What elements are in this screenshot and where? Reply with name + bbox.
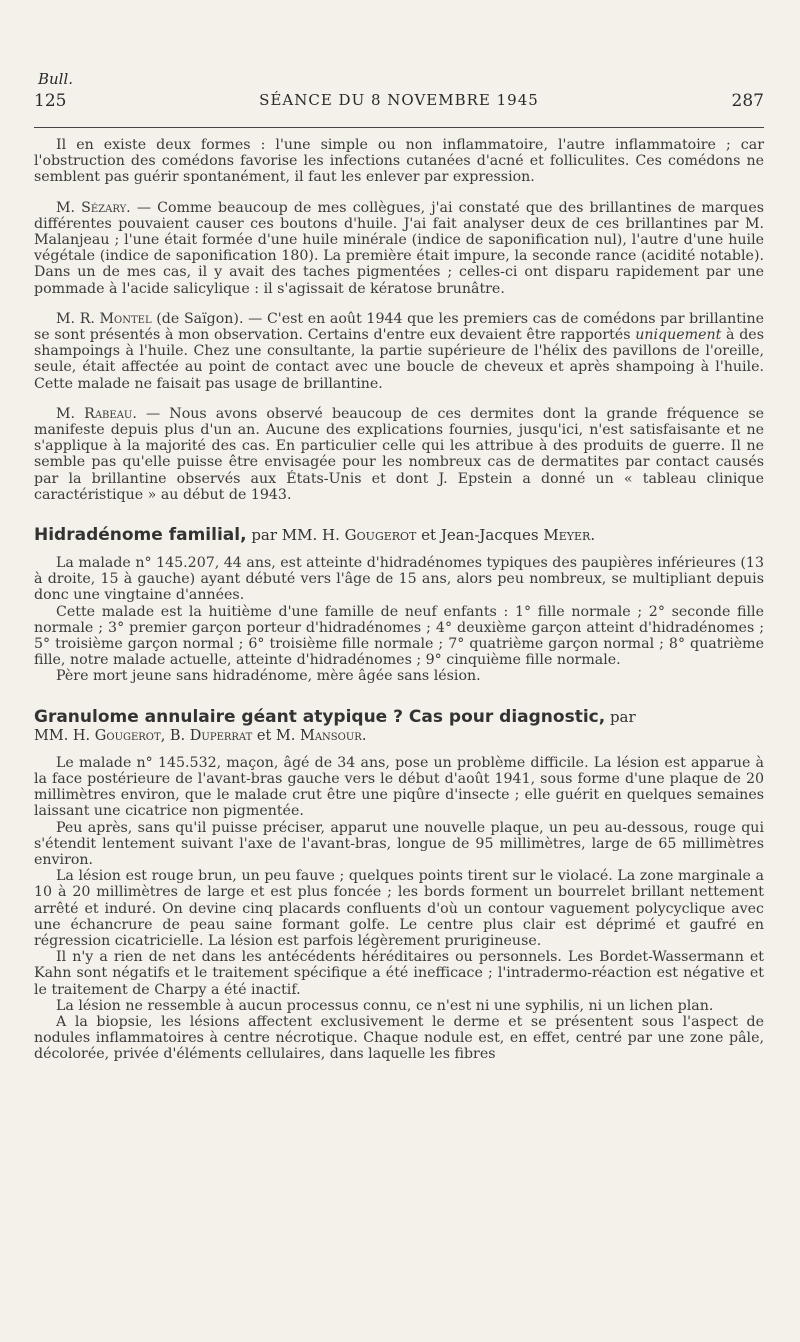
paragraph: La lésion est rouge brun, un peu fauve ; quelques points tirent sur le violacé. La zone marginale a 10 à 20 millimètres de large et est plus foncée ; les bords forment un bourrelet brillant nettement arrêté et induré. On devine cinq placards confluents d'où un contour vaguement polycyclique avec une échancrure de peau saine formant golfe. Le centre plus clair est déprimé et gaufré en régression cicatricielle. La lésion est parfois légèrement prurigineuse. xyxy=(34,868,764,949)
running-header xyxy=(34,91,764,115)
header-rule xyxy=(34,127,764,128)
paragraph: La malade n° 145.207, 44 ans, est atteinte d'hidradénomes typiques des paupières inférieures (13 à droite, 15 à gauche) ayant débuté vers l'âge de 15 ans, alors peu nombreux, se multipliant depuis donc une vingtaine d'années. xyxy=(34,555,764,604)
paragraph: Il n'y a rien de net dans les antécédents héréditaires ou personnels. Les Bordet-Wassermann et Kahn sont négatifs et le traitement spécifique a été inefficace ; l'intradermo-réaction est négative et le traitement de Charpy a été inactif. xyxy=(34,949,764,998)
journal-abbrev: Bull. xyxy=(38,70,74,88)
paragraph xyxy=(34,311,764,392)
paragraph: Père mort jeune sans hidradénome, mère âgée sans lésion. xyxy=(56,668,481,685)
author-name: Meyer xyxy=(543,526,591,545)
paragraph xyxy=(34,406,764,503)
volume-page-number: 125 xyxy=(34,91,67,111)
paragraph xyxy=(34,200,764,297)
page-body xyxy=(34,137,764,1063)
byline-par: par xyxy=(605,707,636,726)
paragraph: Peu après, sans qu'il puisse préciser, apparut une nouvelle plaque, un peu au-dessous, rouge qui s'étendit lentement suivant l'axe de l'avant-bras, longue de 95 millimètres, large de 65 millimètres environ. xyxy=(34,819,764,868)
author-name: Mansour xyxy=(299,727,362,744)
page-number: 287 xyxy=(731,91,764,111)
paragraph-text: à des shampoings à l'huile. Chez une consultante, la partie supérieure de l'hélix des pavillons de l'oreille, seule, était affectée au point de contact avec une boucle de cheveux et après shampoing à l'huile. Cette malade ne faisait pas usage de brillantine. xyxy=(34,327,764,392)
speaker: M. Sézary. xyxy=(56,199,131,216)
speaker: M. R. Montel xyxy=(56,310,152,327)
section-heading xyxy=(34,707,764,727)
paragraph-text: (de Saïgon). — C'est en août 1944 que les premiers cas de comédons par brillantine se sont présentés à mon observation. Certains d'entre eux devaient être rapportés xyxy=(34,310,764,344)
speaker: M. Rabeau. xyxy=(56,405,137,422)
author-name: Gougerot xyxy=(344,526,417,545)
section-heading xyxy=(34,525,764,545)
section-title: Granulome annulaire géant atypique ? Cas pour diagnostic, xyxy=(34,706,606,727)
section-title: Hidradénome familial, xyxy=(34,525,247,546)
paragraph: Le malade n° 145.532, maçon, âgé de 34 ans, pose un problème difficile. La lésion est apparue à la face postérieure de l'avant-bras gauche vers le début d'août 1941, sous forme d'une plaque de 20 millimètres environ, que le malade crut être une piqûre d'insecte ; elle guérit en quelques semaines laissant une cicatrice non pigmentée. xyxy=(34,754,764,820)
byline: MM. H. Gougerot, B. Duperrat et M. Mansour. xyxy=(34,727,367,744)
emphasis: uniquement xyxy=(635,327,722,344)
paragraph: Cette malade est la huitième d'une famille de neuf enfants : 1° fille normale ; 2° seconde fille normale ; 3° premier garçon porteur d'hidradénomes ; 4° deuxième garçon atteint d'hidradénomes ; 5° troisième garçon normal ; 6° troisième fille normale ; 7° quatrième garçon normal ; 8° quatrième fille, notre malade actuelle, atteinte d'hidradénomes ; 9° cinquième fille normale. xyxy=(34,603,764,669)
running-title: SÉANCE DU 8 NOVEMBRE 1945 xyxy=(259,91,539,109)
byline: par MM. H. Gougerot et Jean-Jacques Meyer. xyxy=(246,526,596,545)
author-name: Gougerot xyxy=(94,727,161,744)
paragraph-text: — Comme beaucoup de mes collègues, j'ai constaté que des brillantines de marques différentes pouvaient causer ces boutons d'huile. J'ai fait analyser deux de ces brillantines par M. Malanjeau ; l'une était formée d'une huile minérale (indice de saponification nul), l'autre d'une huile végétale (indice de saponification 180). La première était impure, la seconde rance (acidité notable). Dans un de mes cas, il y avait des taches pigmentées ; celles-ci ont disparu rapidement par une pommade à l'acide salicylique : il s'agissait de kératose brunâtre. xyxy=(34,199,764,297)
author-name: Duperrat xyxy=(189,727,253,744)
paragraph: Il en existe deux formes : l'une simple ou non inflammatoire, l'autre inflammatoire ; car l'obstruction des comédons favorise les infections cutanées d'acné et folliculites. Ces comédons ne semblent pas guérir spontanément, il faut les enlever par expression. xyxy=(34,137,764,186)
paragraph: La lésion ne ressemble à aucun processus connu, ce n'est ni une syphilis, ni un lichen plan. xyxy=(56,997,714,1014)
paragraph-text: — Nous avons observé beaucoup de ces dermites dont la grande fréquence se manifeste depuis plus d'un an. Aucune des explications fournies, jusqu'ici, n'est satisfaisante et ne s'applique à la majorité des cas. En particulier celle qui les attribue à des produits de guerre. Il ne semble pas qu'elle puisse être envisagée pour les nombreux cas de dermatites par contact causés par la brillantine observés aux États-Unis et dont J. Epstein a donné un « tableau clinique caractéristique » au début de 1943. xyxy=(34,405,764,503)
paragraph: A la biopsie, les lésions affectent exclusivement le derme et se présentent sous l'aspect de nodules inflammatoires à centre nécrotique. Chaque nodule est, en effet, centré par une zone pâle, décolorée, privée d'éléments cellulaires, dans laquelle les fibres xyxy=(34,1013,764,1063)
